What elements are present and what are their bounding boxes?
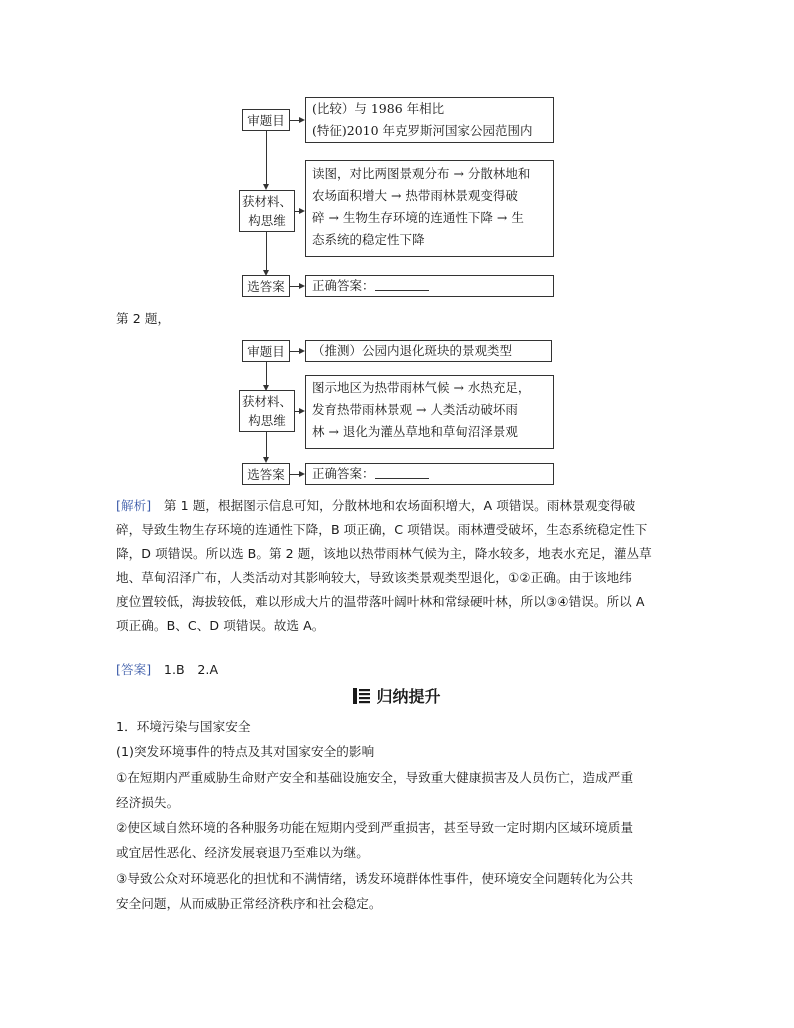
summary-item-title: 1．环境污染与国家安全 — [116, 719, 251, 734]
summary-paragraph-line: ①在短期内严重威胁生命财产安全和基础设施安全，导致重大健康损害及人员伤亡，造成严重 — [116, 769, 634, 785]
flow1-down1-line — [266, 131, 267, 185]
summary-paragraph-line: 安全问题，从而威胁正常经济秩序和社会稳定。 — [116, 896, 382, 912]
flow1-step2-line: 态系统的稳定性下降 — [312, 232, 425, 247]
analysis-line-text: 第 1 题，根据图示信息可知，分散林地和农场面积增大，A 项错误。雨林景观变得破 — [163, 498, 636, 513]
answer-blank — [375, 465, 429, 479]
flow2-down1-line — [266, 362, 267, 386]
flow2-step2-label — [239, 390, 295, 432]
flow2-answer-prompt: 正确答案： — [312, 466, 375, 481]
flow1-step2-line: 农场面积增大 → 热带雨林景观变得破 — [312, 188, 518, 203]
flow2-down2-line — [266, 432, 267, 458]
flow2-step3-label — [242, 463, 290, 485]
flow2-step2-label-line: 构思维 — [248, 413, 286, 428]
flow1-step3-box — [305, 275, 554, 297]
q2-title-text: 第 2 题， — [116, 311, 171, 326]
summary-block — [116, 714, 682, 916]
summary-paragraph-line: 或宜居性恶化、经济发展衰退乃至难以为继。 — [116, 845, 369, 861]
flow2-step2-box — [305, 375, 554, 449]
flow1-step1-box — [305, 97, 554, 143]
flow1-answer-prompt: 正确答案： — [312, 278, 375, 293]
flow2-step2-label-line: 获材料、 — [241, 394, 292, 409]
flow1-step2-label — [239, 190, 295, 232]
answer-text: 1.B 2.A — [163, 662, 219, 677]
analysis-tag: [解析] — [116, 498, 152, 513]
flow1-step1-line: (比较）与 1986 年相比 — [312, 101, 445, 116]
flow1-step3-label-text: 选答案 — [247, 279, 285, 294]
analysis-line: 项正确。B、C、D 项错误。故选 A。 — [116, 618, 325, 633]
flow1-step1-label-text: 审题目 — [247, 113, 285, 128]
section-heading — [0, 684, 794, 707]
flow1-step1-line: (特征)2010 年克罗斯河国家公园范围内 — [312, 123, 533, 138]
flow1-down2-line — [266, 232, 267, 271]
summary-paragraph-line: ③导致公众对环境恶化的担忧和不满情绪，诱发环境群体性事件，使环境安全问题转化为公共 — [116, 870, 634, 886]
flow2-step1-label — [242, 340, 290, 362]
flow1-step3-label — [242, 275, 290, 297]
flow2-step1-box — [305, 340, 552, 362]
flow2-step2-line: 图示地区为热带雨林气候 → 水热充足， — [312, 380, 531, 395]
analysis-line: 地、草甸沼泽广布，人类活动对其影响较大，导致该类景观类型退化，①②正确。由于该地纬 — [116, 570, 632, 585]
flow2-step3-box — [305, 463, 554, 485]
flow1-step2-label-line: 构思维 — [248, 213, 286, 228]
flow1-step2-line: 碎 → 生物生存环境的连通性下降 → 生 — [312, 210, 524, 225]
analysis-block — [116, 494, 682, 638]
answer-blank — [375, 277, 429, 291]
flow1-step2-line: 读图，对比两图景观分布 → 分散林地和 — [312, 166, 531, 181]
flow1-step1-label — [242, 109, 290, 131]
answer-tag: [答案] — [116, 662, 152, 677]
list-heading-icon — [353, 688, 370, 704]
summary-subtitle: (1)突发环境事件的特点及其对国家安全的影响 — [116, 744, 375, 760]
flow2-step3-label-text: 选答案 — [247, 467, 285, 482]
q2-title — [116, 307, 682, 331]
flow2-step2-line: 林 → 退化为灌丛草地和草甸沼泽景观 — [312, 424, 518, 439]
summary-paragraph-line: ②使区域自然环境的各种服务功能在短期内受到严重损害，甚至导致一定时期内区域环境质量 — [116, 820, 634, 836]
summary-paragraph-line: 经济损失。 — [116, 794, 180, 810]
flow2-step2-line: 发育热带雨林景观 → 人类活动破坏雨 — [312, 402, 518, 417]
flow1-step2-label-line: 获材料、 — [241, 194, 292, 209]
flow1-step2-box — [305, 160, 554, 257]
section-heading-text: 归纳提升 — [376, 687, 441, 706]
answer-line — [116, 658, 682, 682]
flow2-step1-label-text: 审题目 — [247, 344, 285, 359]
analysis-line: 碎，导致生物生存环境的连通性下降，B 项正确，C 项错误。雨林遭受破坏，生态系统稳定性下 — [116, 522, 648, 537]
analysis-line: 降，D 项错误。所以选 B。第 2 题，该地以热带雨林气候为主，降水较多，地表水充足，灌丛草 — [116, 546, 652, 561]
analysis-line — [116, 494, 682, 518]
analysis-line: 度位置较低，海拔较低，难以形成大片的温带落叶阔叶林和常绿硬叶林，所以③④错误。所以 A — [116, 594, 645, 609]
flow2-step1-line: （推测）公园内退化斑块的景观类型 — [312, 343, 513, 358]
